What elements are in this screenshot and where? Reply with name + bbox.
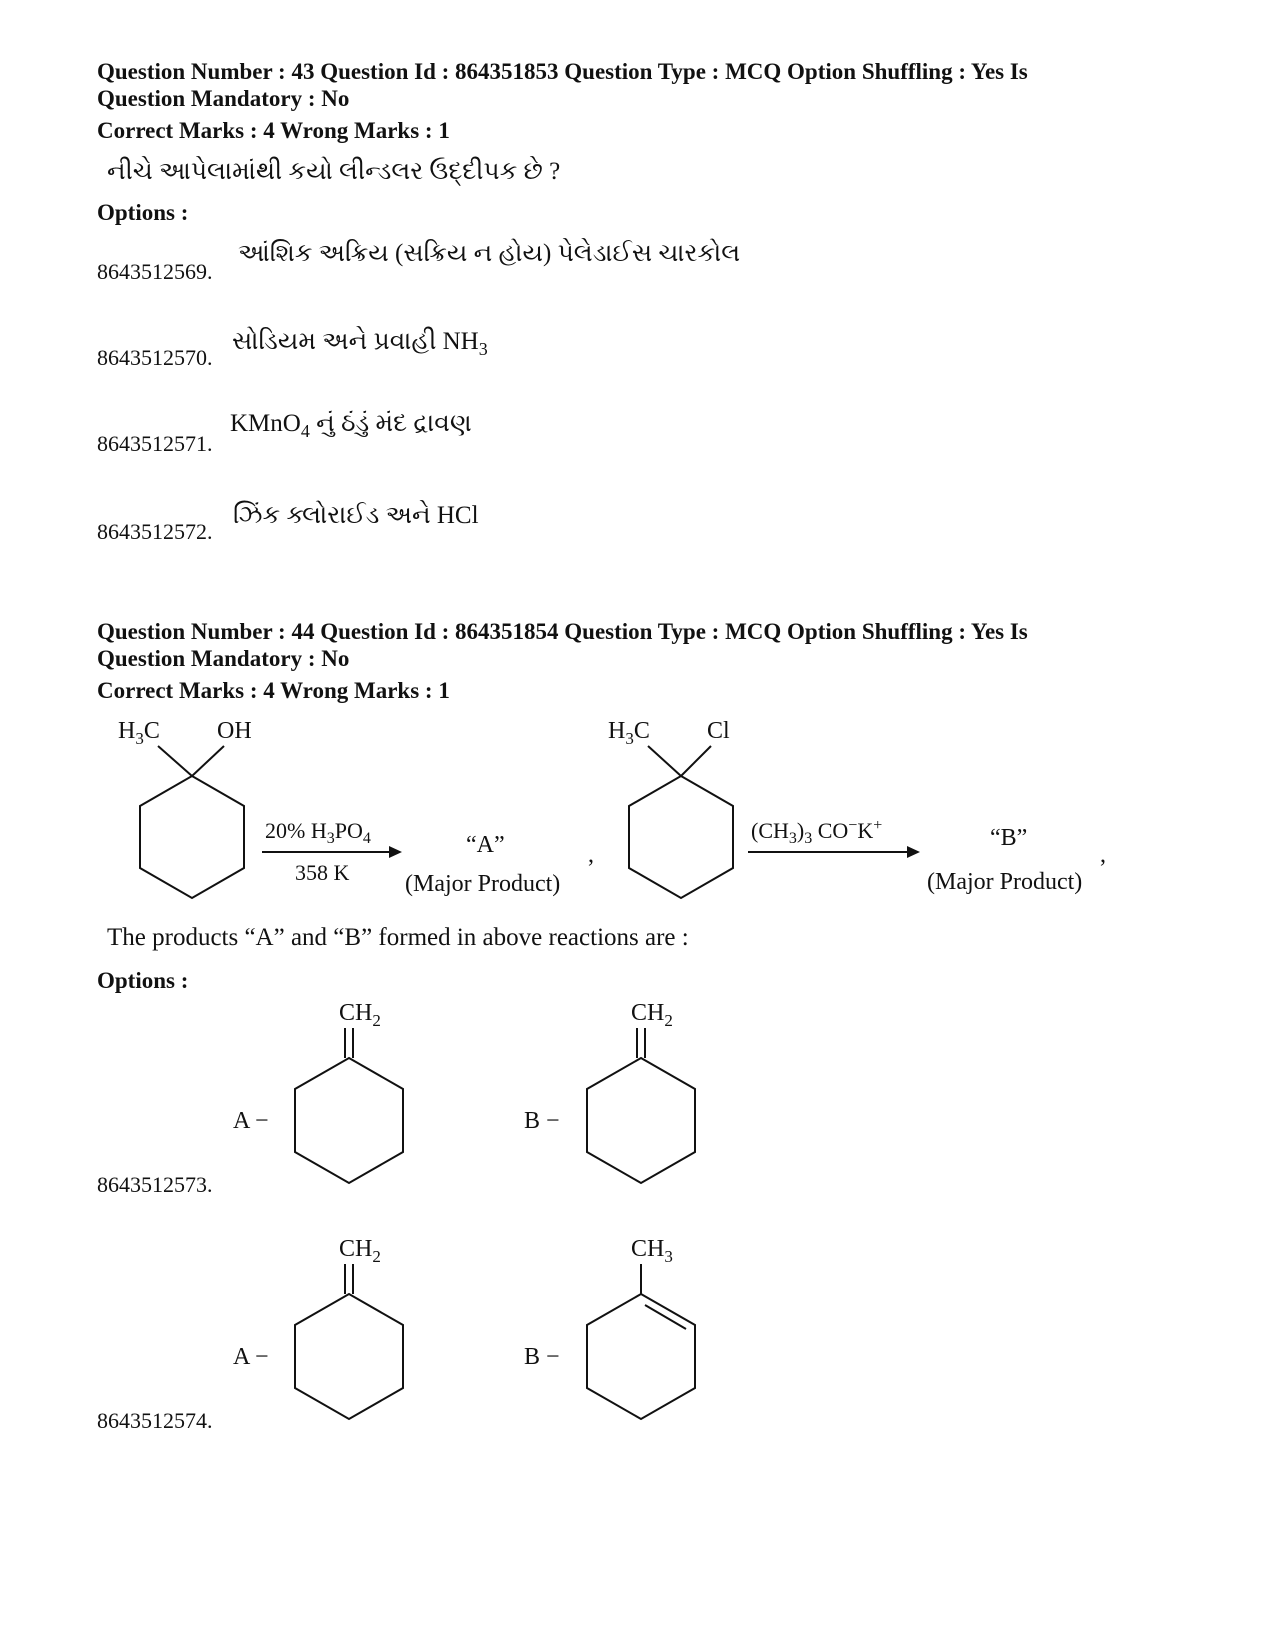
reaction1-reagent-bottom: 358 K	[295, 860, 350, 885]
q43-option3-id: 8643512571.	[97, 431, 213, 456]
q44-options-label: Options :	[97, 968, 189, 993]
q43-option2-id: 8643512570.	[97, 345, 213, 370]
option2-b-group: $CH_3$	[631, 1236, 673, 1266]
reaction-end-comma: ,	[1100, 842, 1106, 868]
q44-header-line2: Question Mandatory : No	[97, 646, 350, 671]
q44-option1-structures	[0, 990, 1275, 1200]
reactant1-methyl-bond	[158, 746, 192, 776]
option2-b-label: B −	[524, 1344, 560, 1370]
reactant1-ring	[140, 776, 244, 898]
product-a-label: “A”	[466, 832, 505, 858]
q44-question-text: The products “A” and “B” formed in above reactions are :	[107, 924, 689, 951]
reactant2-methyl-label: $H_3C$	[608, 718, 650, 748]
product-b-major: (Major Product)	[927, 869, 1083, 895]
reaction-separator-comma: ,	[588, 842, 594, 868]
q43-option2-text: સોડિયમ અને પ્રવાહી $NH_3$	[232, 328, 488, 359]
option1-a-label: A −	[233, 1108, 269, 1134]
q43-option1-id: 8643512569.	[97, 259, 213, 284]
reaction2-reagent: $(CH_3)_3$ CO−K+	[751, 817, 883, 847]
reactant2-ring	[629, 776, 733, 898]
q44-option1-id: 8643512573.	[97, 1172, 213, 1197]
q43-option1-text: આંશિક અક્રિય (સક્રિય ન હોય) પેલેડાઈસ ચારકોલ	[238, 240, 741, 267]
reactant2-methyl-bond	[648, 746, 681, 776]
q43-header-line2: Question Mandatory : No	[97, 86, 350, 111]
q43-options-label: Options :	[97, 200, 189, 225]
reactant1-methyl-label: $H_3C$	[118, 718, 160, 748]
option1-b-ring	[587, 1058, 695, 1183]
q44-header-line1: Question Number : 44 Question Id : 864351854 Question Type : MCQ Option Shuffling : Yes Is	[97, 619, 1028, 644]
q43-option4-id: 8643512572.	[97, 519, 213, 544]
q43-option3-text: KMnO$_4$ નું ઠંડું મંદ દ્રાવણ	[230, 410, 472, 441]
reaction2-arrowhead	[907, 846, 920, 858]
reaction1-arrowhead	[389, 846, 402, 858]
option1-b-group: $CH_2$	[631, 1000, 673, 1030]
option1-a-ring	[295, 1058, 403, 1183]
product-b-label: “B”	[990, 825, 1028, 851]
reactant1-oh-bond	[192, 746, 224, 776]
q44-option2-id: 8643512574.	[97, 1408, 213, 1433]
reactant1-oh-label: OH	[217, 718, 252, 744]
option1-b-label: B −	[524, 1108, 560, 1134]
q44-marks: Correct Marks : 4 Wrong Marks : 1	[97, 678, 450, 703]
reaction1-reagent-top: 20% $H_3PO_4$	[265, 818, 371, 847]
option1-a-group: $CH_2$	[339, 1000, 381, 1030]
option2-b-ring	[587, 1294, 695, 1419]
reactant2-cl-label: Cl	[707, 718, 730, 744]
q43-header-line1: Question Number : 43 Question Id : 864351853 Question Type : MCQ Option Shuffling : Yes Is	[97, 59, 1028, 84]
option2-a-ring	[295, 1294, 403, 1419]
q44-reaction-scheme	[0, 700, 1275, 920]
q44-option2-structures	[0, 1226, 1275, 1436]
q43-question-text: નીચે આપેલામાંથી કયો લીન્ડલર ઉદ્દીપક છે ?	[107, 158, 561, 185]
q43-option4-text: ઝિંક ક્લોરાઈડ અને HCl	[233, 502, 479, 529]
option2-a-label: A −	[233, 1344, 269, 1370]
option2-a-group: $CH_2$	[339, 1236, 381, 1266]
reactant2-cl-bond	[681, 746, 711, 776]
q43-marks: Correct Marks : 4 Wrong Marks : 1	[97, 118, 450, 143]
product-a-major: (Major Product)	[405, 871, 561, 897]
